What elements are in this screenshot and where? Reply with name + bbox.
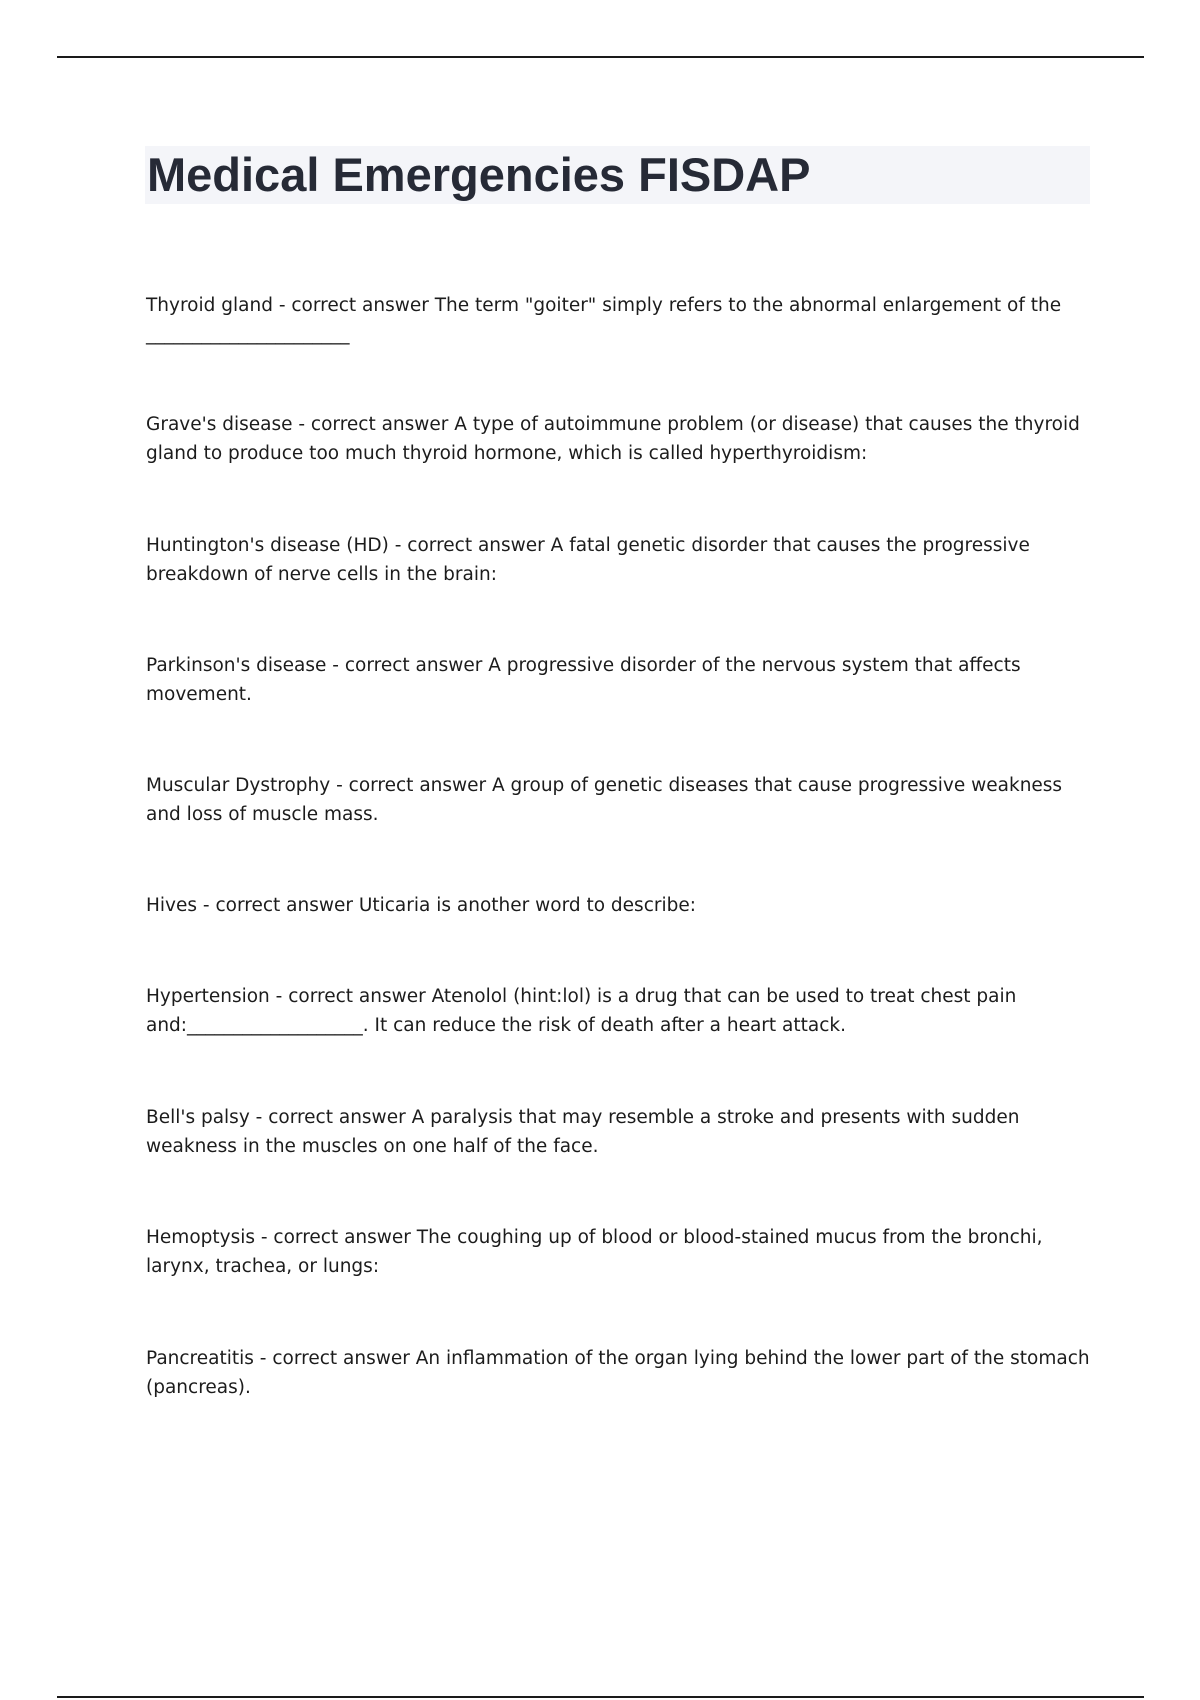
entry-term: Grave's disease (146, 414, 293, 435)
entry-separator: - correct answer (326, 655, 489, 676)
entry-definition: The term "goiter" simply refers to the abnormal enlargement of the ______________________ (146, 295, 1062, 345)
entry-separator: - correct answer (388, 535, 551, 556)
entry-separator: - correct answer (292, 414, 455, 435)
entry-term: Thyroid gland (146, 295, 273, 316)
flashcard-entry-hives (146, 891, 1096, 920)
entry-separator: - correct answer (330, 775, 493, 796)
flashcard-entry-thyroid-gland (146, 291, 1096, 349)
entry-definition: An inflammation of the organ lying behind the lower part of the stomach (pancreas). (146, 1348, 1090, 1398)
entry-term: Huntington's disease (HD) (146, 535, 389, 556)
entry-definition: The coughing up of blood or blood-stained mucus from the bronchi, larynx, trachea, or lungs: (146, 1227, 1043, 1277)
entry-term: Hemoptysis (146, 1227, 255, 1248)
entry-term: Muscular Dystrophy (146, 775, 331, 796)
entry-definition: A group of genetic diseases that cause progressive weakness and loss of muscle mass. (146, 775, 1063, 825)
entry-separator: - correct answer (272, 295, 435, 316)
entry-definition: Uticaria is another word to describe: (358, 895, 696, 916)
flashcard-entry-hypertension (146, 982, 1096, 1040)
entry-separator: - correct answer (255, 1227, 417, 1248)
flashcard-entry-graves-disease (146, 410, 1096, 468)
entry-separator: - correct answer (249, 1107, 412, 1128)
flashcard-entry-parkinsons-disease (146, 651, 1096, 709)
entry-definition: A progressive disorder of the nervous system that affects movement. (146, 655, 1021, 705)
entry-term: Pancreatitis (146, 1348, 254, 1369)
flashcard-entry-hemoptysis (146, 1223, 1096, 1281)
flashcard-entry-bells-palsy (146, 1103, 1096, 1161)
flashcard-entry-pancreatitis (146, 1344, 1096, 1402)
entry-term: Parkinson's disease (146, 655, 327, 676)
entry-definition: A paralysis that may resemble a stroke and presents with sudden weakness in the muscles on one half of the face. (146, 1107, 1020, 1157)
entry-definition: A type of autoimmune problem (or disease) that causes the thyroid gland to produce too much thyroid hormone, which is called hyperthyroidism: (146, 414, 1080, 464)
top-rule (57, 56, 1144, 58)
entry-term: Bell's palsy (146, 1107, 250, 1128)
bottom-rule (57, 1696, 1144, 1698)
entry-definition: A fatal genetic disorder that causes the progressive breakdown of nerve cells in the brain: (146, 535, 1030, 585)
entry-separator: - correct answer (253, 1348, 416, 1369)
document-title: Medical Emergencies FISDAP (147, 148, 811, 201)
entry-definition: Atenolol (hint:lol) is a drug that can be used to treat chest pain and:___________________. It can reduce the risk of death after a heart attack. (146, 986, 1017, 1036)
entry-term: Hives (146, 895, 198, 916)
flashcard-entry-huntingtons-disease (146, 531, 1096, 589)
entry-separator: - correct answer (197, 895, 359, 916)
entry-separator: - correct answer (269, 986, 432, 1007)
flashcard-entry-muscular-dystrophy (146, 771, 1096, 829)
entry-term: Hypertension (146, 986, 270, 1007)
